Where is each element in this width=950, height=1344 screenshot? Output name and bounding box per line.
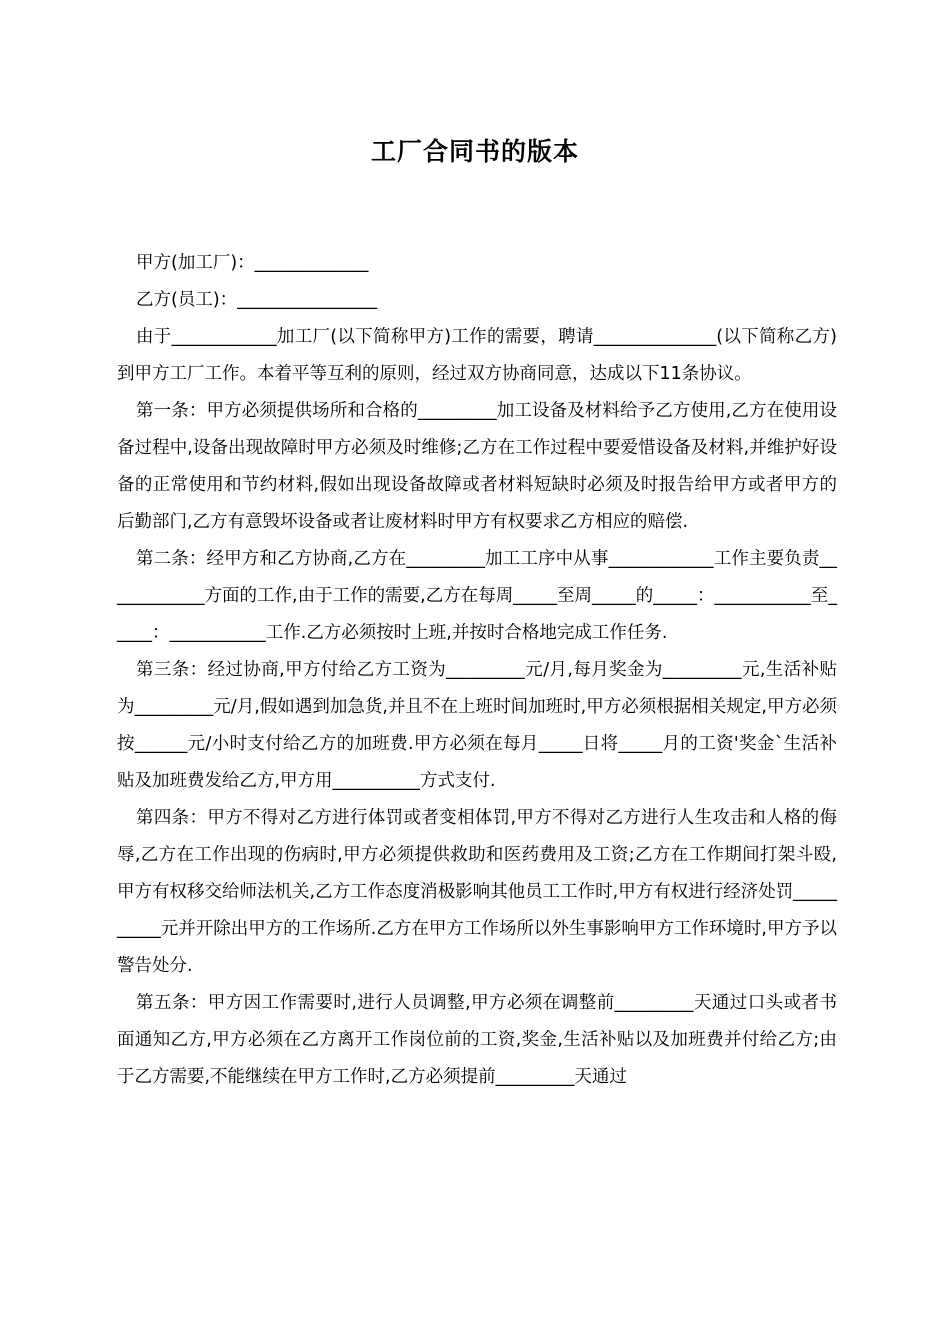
intro-paragraph: 由于____________加工厂(以下简称甲方)工作的需要，聘请______________(以下简称乙方)到甲方工厂工作。本着平等互利的原则，经过双方协商同意，达成以下11条协议。 <box>117 327 837 384</box>
article-4-paragraph: 第四条：甲方不得对乙方进行体罚或者变相体罚,甲方不得对乙方进行人生攻击和人格的侮辱,乙方在工作出现的伤病时,甲方必须提供救助和医药费用及工资;乙方在工作期间打架斗殴,甲方有权移交给师法机关,乙方工作态度消极影响其他员工工作时,甲方有权进行经济处罚__________元并开除出甲方的工作场所.乙方在甲方工作场所以外生事影响甲方工作环境时,甲方予以警告处分. <box>117 808 837 976</box>
document-title: 工厂合同书的版本 <box>370 137 579 166</box>
article-3-paragraph: 第三条：经过协商,甲方付给乙方工资为_________元/月,每月奖金为_________元,生活补贴为_________元/月,假如遇到加急货,并且不在上班时间加班时,甲方必须根据相关规定,甲方必须按______元/小时支付给乙方的加班费.甲方必须在每月_____日将_____月的工资'奖金`生活补贴及加班费发给乙方,甲方用__________方式支付. <box>117 660 837 791</box>
article-2-paragraph: 第二条：经甲方和乙方协商,乙方在_________加工工序中从事____________工作主要负责____________方面的工作,由于工作的需要,乙方在每周_____至周_____的_____：___________至_____：___________工作.乙方必须按时上班,并按时合格地完成工作任务. <box>117 549 837 643</box>
article-1-paragraph: 第一条：甲方必须提供场所和合格的_________加工设备及材料给予乙方使用,乙方在使用设备过程中,设备出现故障时甲方必须及时维修;乙方在工作过程中要爱惜设备及材料,并维护好设备的正常使用和节约材料,假如出现设备故障或者材料短缺时必须及时报告给甲方或者甲方的后勤部门,乙方有意毁坏设备或者让废材料时甲方有权要求乙方相应的赔偿. <box>117 401 837 532</box>
article-5-paragraph: 第五条：甲方因工作需要时,进行人员调整,甲方必须在调整前_________天通过口头或者书面通知乙方,甲方必须在乙方离开工作岗位前的工资,奖金,生活补贴以及加班费并付给乙方;由于乙方需要,不能继续在甲方工作时,乙方必须提前_________天通过 <box>117 993 837 1087</box>
party-b-line: 乙方(员工)：________________ <box>136 290 378 310</box>
party-a-line: 甲方(加工厂)：_____________ <box>136 253 369 273</box>
document-body <box>117 245 837 1096</box>
